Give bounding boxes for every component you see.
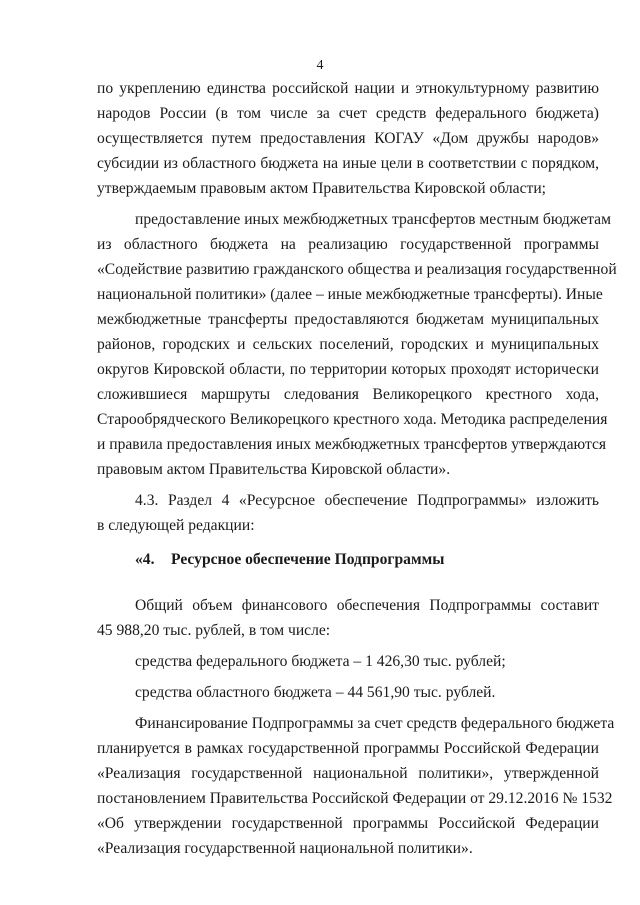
document-body [97,76,617,861]
paragraph-1 [97,76,599,201]
text-line: средства областного бюджета – 44 561,90 тыс. рублей. [135,684,496,701]
text-line: правовым актом Правительства Кировской области». [97,461,451,478]
paragraph-3 [97,488,599,538]
text-line: «Реализация государственной национальной политики», утвержденной [97,765,599,782]
paragraph-7 [97,711,615,861]
text-line: народов России (в том числе за счет средств федерального бюджета) [97,105,599,122]
section-heading-number: «4. [135,551,155,568]
text-line: межбюджетные трансферты предоставляются бюджетам муниципальных [97,311,599,328]
text-line: Финансирование Подпрограммы за счет средств федерального бюджета [135,715,615,732]
page-number: 4 [316,58,324,73]
text-line: по укреплению единства российской нации и этнокультурному развитию [97,80,599,97]
text-line: осуществляется путем предоставления КОГАУ «Дом дружбы народов» [97,130,599,147]
paragraph-6 [97,680,599,705]
text-line: «Об утверждении государственной программы Российской Федерации [97,815,599,832]
text-line: 45 988,20 тыс. рублей, в том числе: [97,622,331,639]
text-line: «Реализация государственной национальной политики». [97,840,473,857]
text-line: утверждаемым правовым актом Правительства Кировской области; [97,180,546,197]
paragraph-2 [97,207,617,482]
text-line: средства федерального бюджета – 1 426,30 тыс. рублей; [135,653,506,670]
text-line: 4.3. Раздел 4 «Ресурсное обеспечение Подпрограммы» изложить [135,492,599,509]
paragraph-5 [97,649,599,674]
text-line: субсидии из областного бюджета на иные цели в соответствии с порядком, [97,155,599,172]
text-line: Старообрядческого Великорецкого крестного хода. Методика распределения [97,411,608,428]
text-line: округов Кировской области, по территории которых проходят исторически [97,361,599,378]
text-line: национальной политики» (далее – иные межбюджетные трансферты). Иные [97,286,603,303]
paragraph-4 [97,593,599,643]
text-line: планируется в рамках государственной программы Российской Федерации [97,740,599,757]
text-line: предоставление иных межбюджетных трансфертов местным бюджетам [135,211,611,228]
text-line: из областного бюджета на реализацию государственной программы [97,236,599,253]
section-heading [97,547,599,572]
text-line: в следующей редакции: [97,517,255,534]
text-line: районов, городских и сельских поселений, городских и муниципальных [97,336,599,353]
text-line: и правила предоставления иных межбюджетных трансфертов утверждаются [97,436,607,453]
text-line: Общий объем финансового обеспечения Подпрограммы составит [135,597,599,614]
text-line: сложившиеся маршруты следования Великорецкого крестного хода, [97,386,599,403]
text-line: постановлением Правительства Российской Федерации от 29.12.2016 № 1532 [97,790,613,807]
section-heading-title: Ресурсное обеспечение Подпрограммы [171,551,445,568]
text-line: «Содействие развитию гражданского общества и реализация государственной [97,261,617,278]
